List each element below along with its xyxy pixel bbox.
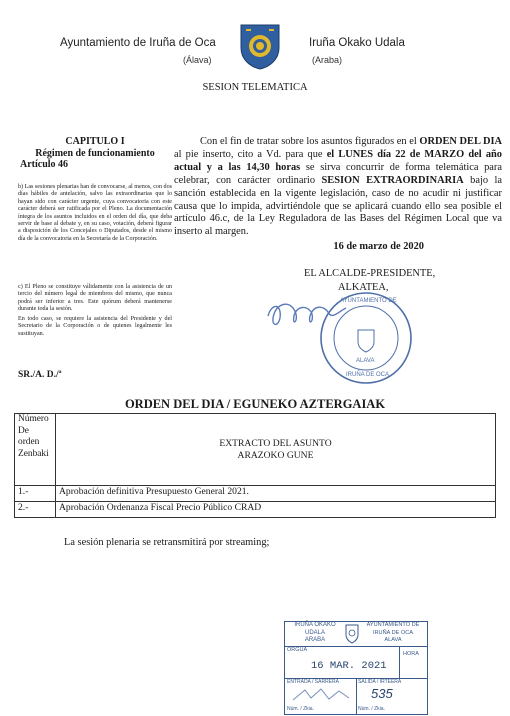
chapter-subtitle: Régimen de funcionamiento <box>35 147 155 159</box>
convocation-date: 16 de marzo de 2020 <box>333 241 424 252</box>
stamp-right-header: AYUNTAMIENTO DE IRUÑA DE OCA ALAVA <box>366 622 420 643</box>
handwritten-signature <box>262 292 354 338</box>
agenda-title: ORDEN DEL DIA / EGUNEKO AZTERGAIAK <box>124 397 386 411</box>
agenda-table <box>14 413 496 518</box>
row-text: Aprobación definitiva Presupuesto General 2021. <box>56 486 496 502</box>
stamp-num-label-right: Núm. / Zkia. <box>358 706 385 712</box>
seal-text-bottom: IRUÑA DE OCA <box>346 372 390 378</box>
stamp-salida-label: SALIDA / IRTEERA <box>358 679 402 685</box>
stamp-number-value: 535 <box>371 686 393 701</box>
addressee: SR./A. D./ª <box>18 370 62 380</box>
row-number: 1.- <box>15 486 56 502</box>
stamp-entry-scribble <box>291 686 353 704</box>
col-extract-header: EXTRACTO DEL ASUNTO ARAZOKO GUNE <box>56 414 496 486</box>
table-row <box>15 502 496 518</box>
stamp-left-header: IRUÑA OKAKO UDALA ARABA <box>294 622 336 643</box>
article-para-c: c) El Pleno se constituye válidamente con la asistencia de un tercio del número legal de miembros del mismo, que nunca podrá ser inferior a tres. Este quórum deberá mantenerse durante toda la sesión. <box>18 284 172 313</box>
table-row <box>15 486 496 502</box>
article-para-b: b) Las sesiones plenarias han de convocarse, al menos, con dos días hábiles de antelación, salvo las extraordinarias que lo hayan sido con carácter urgente, cuya convocatoria con este carácter deberá ser ratificada por el Pleno. La documentación íntegra de los asuntos incluidos en el orden del día, que deba servir de base al debate y, en su caso, votación, deberá figurar a disposición de los Concejales o Diputados, desde el mismo día de la convocatoria en la Secretaría de la Corporación. <box>18 184 172 242</box>
col-number-header: Número De orden Zenbaki <box>15 414 56 486</box>
province-es: (Álava) <box>183 55 212 65</box>
registry-stamp <box>284 621 428 715</box>
stamp-num-label-left: Núm. / Zkia. <box>287 706 314 712</box>
streaming-note: La sesión plenaria se retransmitirá por streaming; <box>64 537 270 548</box>
chapter-heading <box>20 136 170 159</box>
row-number: 2.- <box>15 502 56 518</box>
coat-of-arms-icon <box>238 22 282 70</box>
convocation-text: Con el fin de tratar sobre los asuntos figurados en el ORDEN DEL DIA al pie inserto, cito a Vd. para que el LUNES día 22 de MARZO del año actual y a las 14,30 horas se sirva concurrir de forma telemática para celebrar, con carácter ordinario SESION EXTRAORDINARIA bajo la sanción establecida en la vigente legislación, caso de no acudir ni justificar causa que lo impida, advirtiéndole que se aplicará cuando ello sea posible el artículo 46.c, de la Ley Reguladora de las Bases del Régimen Local que va inserto al margen. <box>174 136 503 238</box>
table-header-row <box>15 414 496 486</box>
stamp-entrada-label: ENTRADA / SARRERA <box>287 679 339 685</box>
stamp-orgua-label: ORGUA <box>287 647 308 653</box>
article-para-c2: En todo caso, se requiere la asistencia del Presidente y del Secretario de la Corporación o de quienes legalmente les sustituyan. <box>18 316 172 337</box>
signer-role: EL ALCALDE-PRESIDENTE, <box>304 268 436 279</box>
signer-office: ALKATEA, <box>338 282 389 293</box>
stamp-shield-icon <box>345 624 359 644</box>
row-text: Aprobación Ordenanza Fiscal Precio Público CRAD <box>56 502 496 518</box>
article-number: Artículo 46 <box>20 159 69 170</box>
province-eu: (Araba) <box>312 55 343 65</box>
municipality-name-es: Ayuntamiento de Iruña de Oca <box>60 37 216 49</box>
session-type: SESION TELEMATICA <box>202 82 308 93</box>
stamp-date: 16 MAR. 2021 <box>311 660 387 672</box>
chapter-title: CAPITULO I <box>65 136 125 147</box>
municipality-name-eu: Iruña Okako Udala <box>309 37 405 49</box>
seal-text-top: AYUNTAMIENTO DE <box>340 298 397 304</box>
stamp-hora-label: HORA <box>403 651 419 657</box>
seal-text-middle: ALAVA <box>356 358 375 364</box>
